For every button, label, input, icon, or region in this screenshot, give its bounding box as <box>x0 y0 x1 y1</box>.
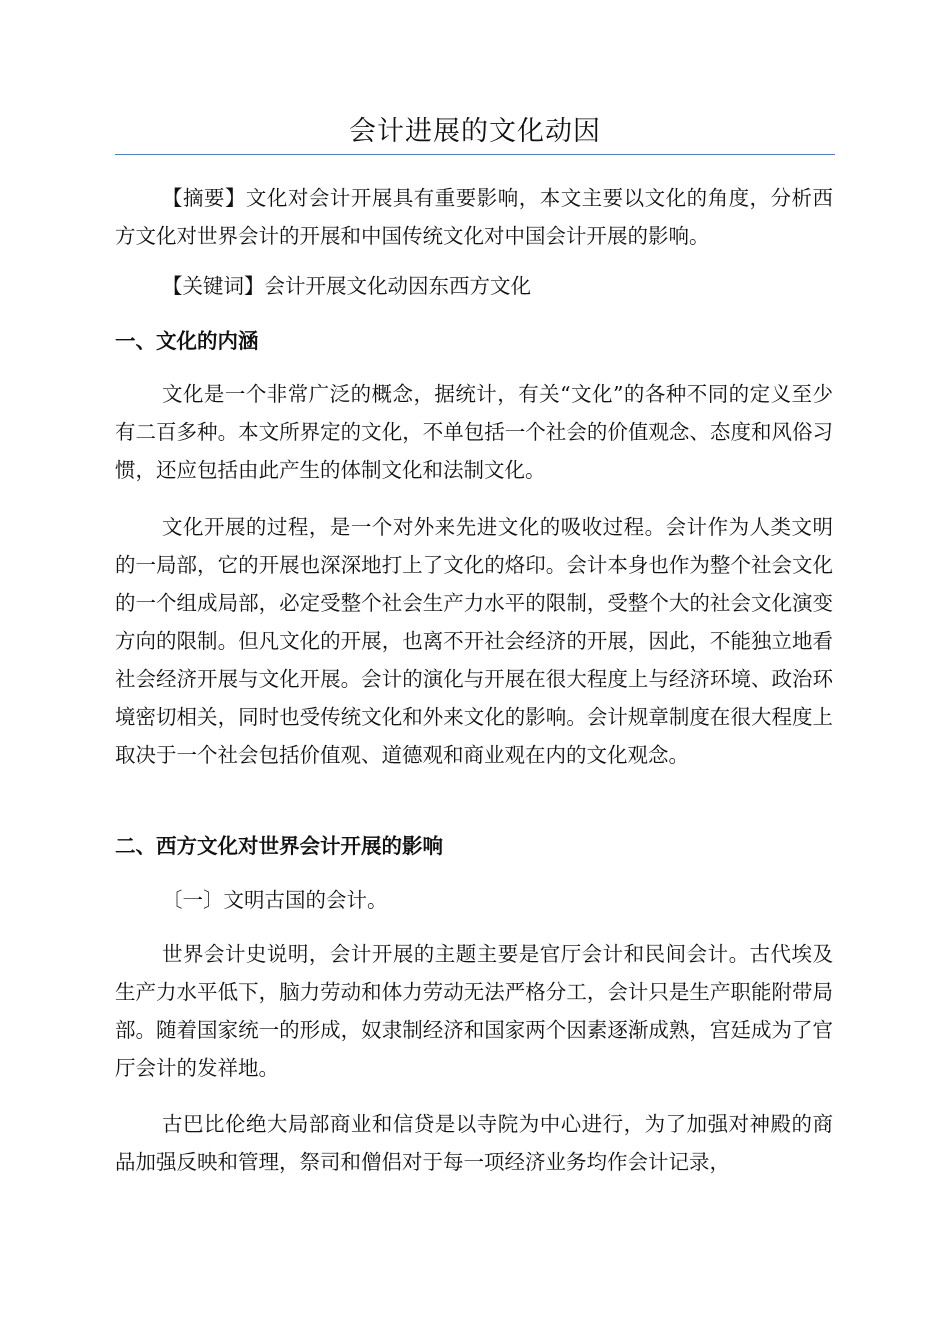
section-1-paragraph-1: 文化是一个非常广泛的概念，据统计，有关“文化”的各种不同的定义至少有二百多种。本文所界定的文化，不单包括一个社会的价值观念、态度和风俗习惯，还应包括由此产生的体制文化和法制文化。 <box>115 382 833 482</box>
section-2-paragraph-2: 古巴比伦绝大局部商业和信贷是以寺院为中心进行，为了加强对神殿的商品加强反映和管理，祭司和僧侣对于每一项经济业务均作会计记录， <box>115 1112 833 1174</box>
title-underline <box>115 154 835 155</box>
document-title: 会计进展的文化动因 <box>349 116 601 147</box>
section-1-heading: 一、文化的内涵 <box>115 329 259 353</box>
keywords-paragraph: 【关键词】会计开展文化动因东西方文化 <box>162 274 531 298</box>
section-2-subheading: 〔一〕文明古国的会计。 <box>162 888 388 912</box>
abstract-paragraph: 【摘要】文化对会计开展具有重要影响，本文主要以文化的角度，分析西方文化对世界会计的开展和中国传统文化对中国会计开展的影响。 <box>115 186 833 248</box>
section-2-heading: 二、西方文化对世界会计开展的影响 <box>115 834 443 858</box>
section-2-paragraph-1: 世界会计史说明，会计开展的主题主要是官厅会计和民间会计。古代埃及生产力水平低下，脑力劳动和体力劳动无法严格分工，会计只是生产职能附带局部。随着国家统一的形成，奴隶制经济和国家两个因素逐渐成熟，宫廷成为了官厅会计的发祥地。 <box>115 942 833 1080</box>
section-1-paragraph-2: 文化开展的过程，是一个对外来先进文化的吸收过程。会计作为人类文明的一局部，它的开展也深深地打上了文化的烙印。会计本身也作为整个社会文化的一个组成局部，必定受整个社会生产力水平的限制，受整个大的社会文化演变方向的限制。但凡文化的开展，也离不开社会经济的开展，因此，不能独立地看社会经济开展与文化开展。会计的演化与开展在很大程度上与经济环境、政治环境密切相关，同时也受传统文化和外来文化的影响。会计规章制度在很大程度上取决于一个社会包括价值观、道德观和商业观在内的文化观念。 <box>115 515 833 767</box>
